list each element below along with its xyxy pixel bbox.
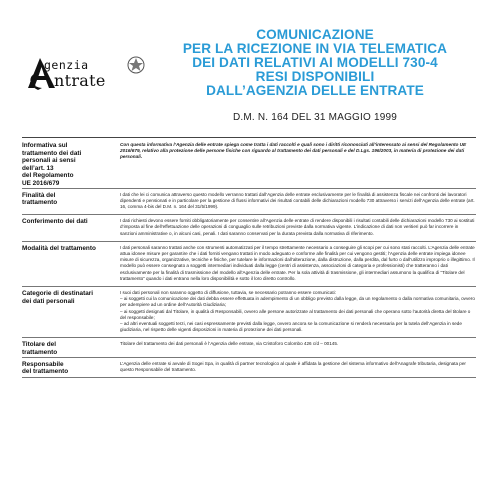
list-item: – ad altri eventuali soggetti terzi, nei casi espressamente previsti dalla legge, ovvero ancora se la comunicazione si renderà necessaria per la tutela dell’Agenzia in sede giudiziaria, nel rispetto delle vigenti disposizioni in materia di protezione dei dati personali. <box>120 321 462 333</box>
table-row <box>22 188 476 215</box>
title-line: RESI DISPONIBILI <box>255 69 375 84</box>
title-line: DEI DATI RELATIVI AI MODELLI 730-4 <box>192 55 438 70</box>
title-line: DALL’AGENZIA DELLE ENTRATE <box>206 83 424 98</box>
row-text: Con questa informativa l’Agenzia delle entrate spiega come tratta i dati raccolti e quali sono i diritti riconosciuti all’interessato ai sensi del Regolamento UE 2016/679, relativo alla protezione delle persone fisiche con riguardo al trattamento dei dati personali e del D.Lgs. 196/2003, in materia di protezione dei dati personali. <box>114 139 476 188</box>
top-divider <box>22 137 476 138</box>
row-label: Conferimento dei dati <box>22 215 114 242</box>
decree-reference: D.M. N. 164 DEL 31 MAGGIO 1999 <box>232 112 398 123</box>
row-text: L’Agenzia delle entrate si avvale di Sogei Spa, in qualità di partner tecnologico al quale è affidata la gestione del sistema informativo dell’Anagrafe tributaria, designata per questo Responsabile del trattamento. <box>114 357 476 377</box>
row-label: Informativa sul trattamento dei dati personali ai sensi dell’art. 13 del Regolamento UE 2016/679 <box>22 139 114 188</box>
row-text: Titolare del trattamento dei dati personali è l’Agenzia delle entrate, via Cristoforo Colombo 426 c/d – 00145. <box>114 338 476 357</box>
row-text: I dati personali saranno trattati anche con strumenti automatizzati per il tempo strettamente necessario a conseguire gli scopi per cui sono stati raccolti. L’Agenzia delle entrate attua idonee misure per garantire che i dati forniti vengano trattati in modo adeguato e conforme alle finalità per cui vengono gestiti; l’Agenzia delle entrate impiega idonee misure di sicurezza, organizzative, tecniche e fisiche, per tutelare le informazioni dall’alterazione, dalla distruzione, dalla perdita, dal furto o dall’utilizzo improprio o illegittimo. Il modello può essere consegnato a soggetti intermediari individuati dalla legge (centri di assistenza, associazioni di categoria e professionisti) che tratteranno i dati esclusivamente per la finalità di trasmissione del modello all’Agenzia delle entrate. Per la sola attività di trasmissione, gli intermediari assumono la qualifica di “Titolare del trattamento” quando i dati entrano nella loro disponibilità e sotto il loro diretto controllo. <box>114 241 476 286</box>
table-row <box>22 338 476 357</box>
table-row <box>22 139 476 188</box>
row-text: I dati che lei ci comunica attraverso questo modello verranno trattati dall’Agenzia delle entrate esclusivamente per le finalità di assistenza fiscale nei confronti dei lavoratori dipendenti e pensionati e in particolare per la gestione di flussi informativi dei risultati contabili delle dichiarazioni modello 730 attraverso i servizi dell’Agenzia delle entrate (art. 16, comma 4-bis del D.M. n. 164 del 31/5/1999). <box>114 188 476 215</box>
row-label: Categorie di destinatari dei dati personali <box>22 287 114 338</box>
title-line: COMUNICAZIONE <box>256 27 374 42</box>
table-row <box>22 357 476 377</box>
list-item: – ai soggetti designati dal Titolare, in qualità di Responsabili, ovvero alle persone autorizzate al trattamento dei dati personali che operano sotto l’autorità diretta del titolare o del responsabile; <box>120 308 471 320</box>
logo-text-line1: genzia <box>44 58 89 72</box>
italian-emblem-icon <box>126 54 146 76</box>
row-label: Finalità del trattamento <box>22 188 114 215</box>
agenzia-entrate-logo <box>26 52 166 102</box>
row-text: I suoi dati personali non saranno oggetto di diffusione, tuttavia, se necessario potranno essere comunicati: – ai soggetti cui la comunicazione dei dati debba essere effettuata in adempimento di un obbligo previsto dalla legge, da un regolamento o dalla normativa comunitaria, ovvero per adempiere ad un ordine dell’Autorità Giudiziaria; – ai soggetti designati dal Titolare, in qualità di Responsabili, ovvero alle persone autorizzate al trattamento dei dati personali che operano sotto l’autorità diretta del titolare o del responsabile; – ad altri eventuali soggetti terzi, nei casi espressamente previsti dalla legge, ovvero ancora se la comunicazione si renderà necessaria per la tutela dell’Agenzia in sede giudiziaria, nel rispetto delle vigenti disposizioni in materia di protezione dei dati personali. <box>114 287 476 338</box>
table-row <box>22 215 476 242</box>
row-label: Modalità del trattamento <box>22 241 114 286</box>
document-title <box>150 28 480 98</box>
list-item: – ai soggetti cui la comunicazione dei dati debba essere effettuata in adempimento di un obbligo previsto dalla legge, da un regolamento o dalla normativa comunitaria, ovvero per adempiere ad un ordine dell’Autorità Giudiziaria; <box>120 296 475 308</box>
logo-text-line2: ntrate <box>54 71 106 90</box>
table-row <box>22 241 476 286</box>
row-label: Responsabile del trattamento <box>22 357 114 377</box>
title-line: PER LA RICEZIONE IN VIA TELEMATICA <box>182 41 448 56</box>
row-label: Titolare del trattamento <box>22 338 114 357</box>
privacy-notice-table <box>22 139 476 378</box>
table-row <box>22 287 476 338</box>
row-text: I dati richiesti devono essere forniti obbligatoriamente per consentire all’Agenzia delle entrate di rendere disponibili i risultati contabili delle dichiarazioni modello 730 ai sostituti d’imposta al fine dell’effettuazione delle operazioni di conguaglio sulle retribuzioni previste dalla normativa vigente. L’indicazione di dati non veritieri può far incorrere in sanzioni amministrative o, in alcuni casi, penali. I dati saranno conservati per la durata prevista dalla normativa di riferimento. <box>114 215 476 242</box>
